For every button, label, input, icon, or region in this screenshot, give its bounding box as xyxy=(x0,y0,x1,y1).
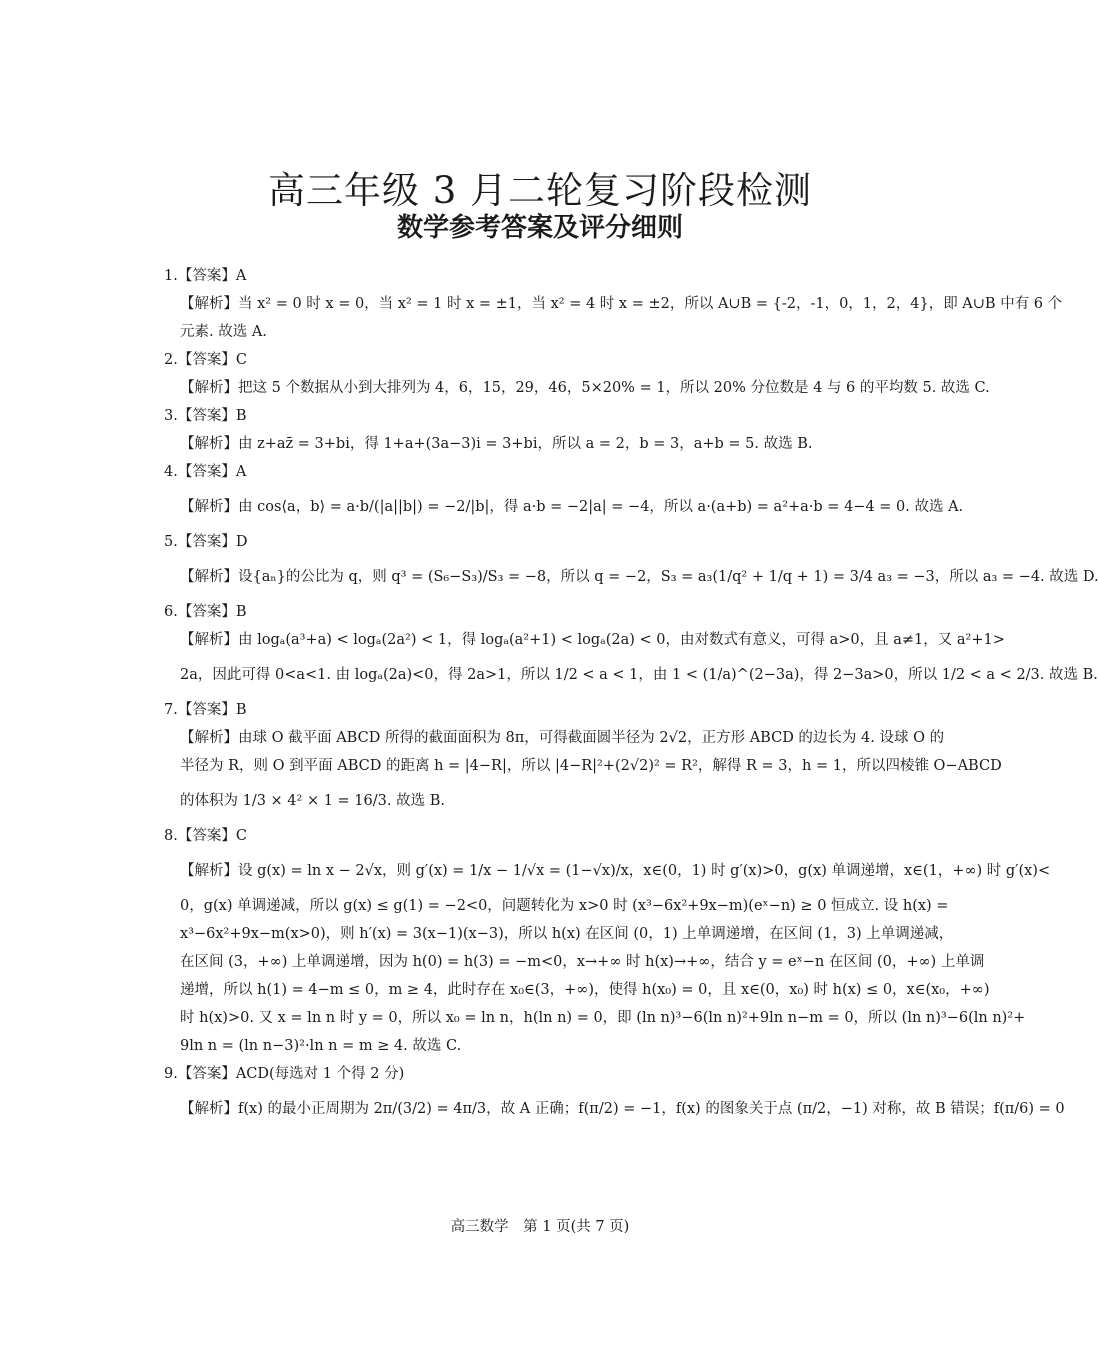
answer-line: 4.【答案】A xyxy=(164,464,247,480)
solution-line: 【解析】由 cos⟨a，b⟩ = a·b/(|a||b|) = −2/|b|，得 a·b = −2|a| = −4，所以 a·(a+b) = a²+a·b = 4−4 = 0. 故选 A. xyxy=(180,499,964,515)
answer-line: 9.【答案】ACD(每选对 1 个得 2 分) xyxy=(164,1066,405,1082)
solution-line: 【解析】由 logₐ(a³+a) < logₐ(2a²) < 1，得 logₐ(a²+1) < logₐ(2a) < 0，由对数式有意义，可得 a>0，且 a≠1，又 a²+1> xyxy=(180,632,1005,648)
solution-line: 半径为 R，则 O 到平面 ABCD 的距离 h = |4−R|，所以 |4−R|²+(2√2)² = R²，解得 R = 3，h = 1，所以四棱锥 O−ABCD xyxy=(180,758,1002,774)
solution-line: 递增，所以 h(1) = 4−m ≤ 0，m ≥ 4，此时存在 x₀∈(3，+∞)，使得 h(x₀) = 0，且 x∈(0，x₀) 时 h(x) ≤ 0，x∈(x₀，+∞) xyxy=(180,982,990,998)
document-subtitle: 数学参考答案及评分细则 xyxy=(396,213,683,243)
question-5 xyxy=(158,528,1099,598)
solution-line: 元素. 故选 A. xyxy=(180,324,267,340)
solution-line: 【解析】f(x) 的最小正周期为 2π/(3/2) = 4π/3，故 A 正确；f(π/2) = −1，f(x) 的图象关于点 (π/2，−1) 对称，故 B 错误；f(π/6) = 0 xyxy=(180,1101,1065,1117)
answer-line: 6.【答案】B xyxy=(164,604,247,620)
answer-line: 1.【答案】A xyxy=(164,268,247,284)
solution-line: 【解析】由球 O 截平面 ABCD 所得的截面面积为 8π，可得截面圆半径为 2√2，正方形 ABCD 的边长为 4. 设球 O 的 xyxy=(180,730,945,746)
question-1 xyxy=(158,262,1063,346)
answer-line: 7.【答案】B xyxy=(164,702,247,718)
question-4 xyxy=(158,458,964,528)
solution-line: 【解析】当 x² = 0 时 x = 0，当 x² = 1 时 x = ±1，当 x² = 4 时 x = ±2，所以 A∪B = {-2，-1，0，1，2，4}，即 A∪B 中有 6 个 xyxy=(180,296,1063,312)
solution-line: 时 h(x)>0. 又 x = ln n 时 y = 0，所以 x₀ = ln n，h(ln n) = 0，即 (ln n)³−6(ln n)²+9ln n−m = 0，所以 (ln n)³−6(ln n)²+ xyxy=(180,1010,1026,1026)
solution-line: 在区间 (3，+∞) 上单调递增，因为 h(0) = h(3) = −m<0，x→+∞ 时 h(x)→+∞，结合 y = eˣ−n 在区间 (0，+∞) 上单调 xyxy=(180,954,985,970)
solution-line: 【解析】把这 5 个数据从小到大排列为 4，6，15，29，46，5×20% = 1，所以 20% 分位数是 4 与 6 的平均数 5. 故选 C. xyxy=(180,380,990,396)
question-2 xyxy=(158,346,990,402)
answer-body xyxy=(158,262,1099,1130)
question-3 xyxy=(158,402,923,458)
question-6 xyxy=(158,598,1098,696)
solution-line: 2a，因此可得 0<a<1. 由 logₐ(2a)<0，得 2a>1，所以 1/2 < a < 1，由 1 < (1/a)^(2−3a)，得 2−3a>0，所以 1/2 < a < 2/3. 故选 B. xyxy=(180,667,1098,683)
question-7 xyxy=(158,696,1002,822)
solution-line: 【解析】由 z+az̄ = 3+bi，得 1+a+(3a−3)i = 3+bi，所以 a = 2，b = 3，a+b = 5. 故选 B. xyxy=(180,436,813,452)
solution-line: 【解析】设 g(x) = ln x − 2√x，则 g′(x) = 1/x − 1/√x = (1−√x)/x，x∈(0，1) 时 g′(x)>0，g(x) 单调递增，x∈(1，+∞) 时 g′(x)< xyxy=(180,863,1051,879)
solution-line: 【解析】设{aₙ}的公比为 q，则 q³ = (S₆−S₃)/S₃ = −8，所以 q = −2，S₃ = a₃(1/q² + 1/q + 1) = 3/4 a₃ = −3，所以 a₃ = −4. 故选 D. xyxy=(180,569,1099,585)
solution-line: 的体积为 1/3 × 4² × 1 = 16/3. 故选 B. xyxy=(180,793,445,809)
question-9 xyxy=(158,1060,1065,1130)
page-footer: 高三数学 第 1 页(共 7 页) xyxy=(450,1219,630,1235)
answer-line: 2.【答案】C xyxy=(164,352,247,368)
solution-line: 9ln n = (ln n−3)²·ln n = m ≥ 4. 故选 C. xyxy=(180,1038,462,1054)
answer-line: 5.【答案】D xyxy=(164,534,248,550)
solution-line: x³−6x²+9x−m(x>0)，则 h′(x) = 3(x−1)(x−3)，所以 h(x) 在区间 (0，1) 上单调递增，在区间 (1，3) 上单调递减， xyxy=(180,926,954,942)
answer-line: 3.【答案】B xyxy=(164,408,247,424)
question-8 xyxy=(158,822,1051,1060)
answer-line: 8.【答案】C xyxy=(164,828,247,844)
solution-line: 0，g(x) 单调递减，所以 g(x) ≤ g(1) = −2<0，问题转化为 x>0 时 (x³−6x²+9x−m)(eˣ−n) ≥ 0 恒成立. 设 h(x) = xyxy=(180,898,949,914)
document-title: 高三年级 3 月二轮复习阶段检测 xyxy=(267,169,813,212)
